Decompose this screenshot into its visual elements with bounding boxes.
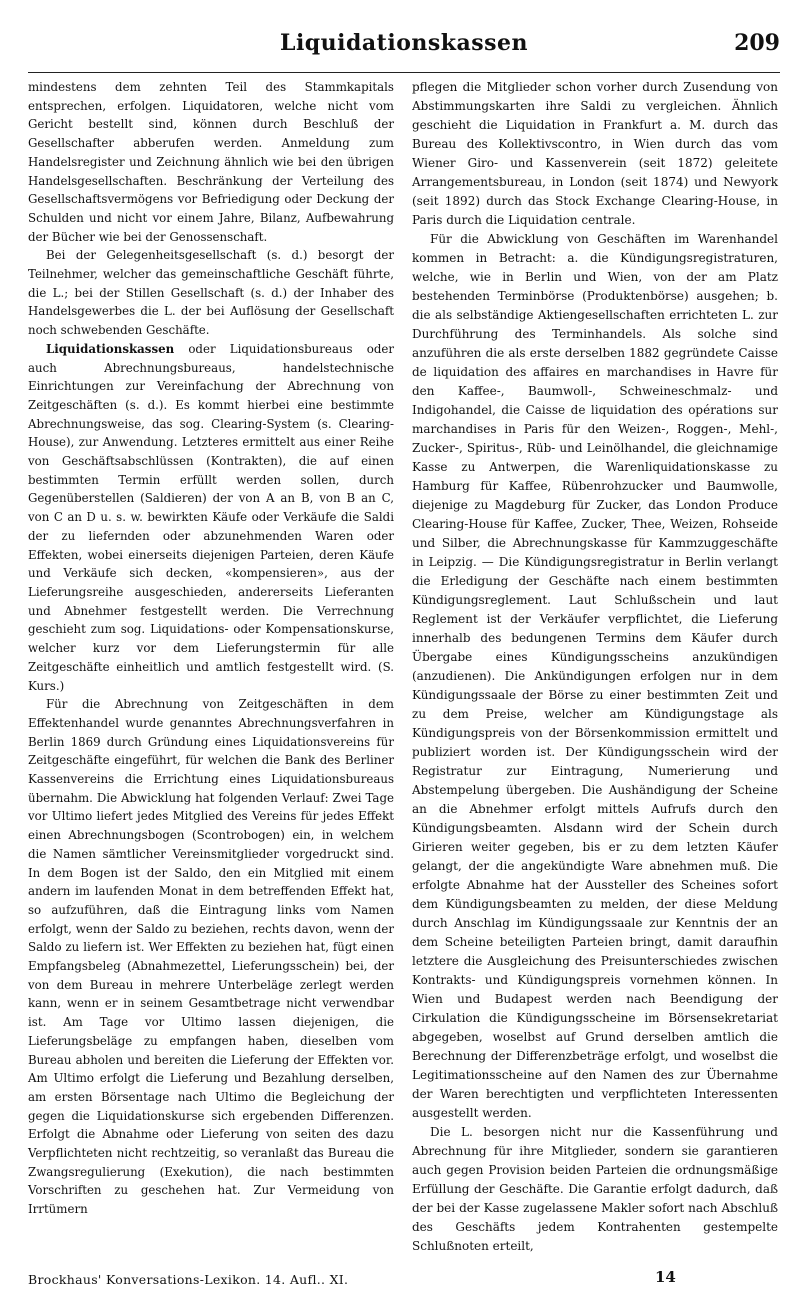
entry-text: oder Liquidationsbureaus oder auch Abrechnungsbureaus, handelstechnische Einrichtungen zur Vereinfachung der Abrechnung von Zeitgeschäften (s. d.). Es kommt hierbei eine bestimmte Abrechnungsweise, das sog. Clearing-System (s. Clearing-House), zur Anwendung. Letzteres ermittelt aus einer Reihe von Geschäftsabschlüssen (Kontrakten), die auf einen bestimmten Termin erfüllt werden sollen, durch Gegenüberstellen (Saldieren) der von A an B, von B an C, von C an D u. s. w. bewirkten Käufe oder Verkäufe die Saldi der zu liefernden oder abzunehmenden Waren oder Effekten, wobei einerseits diejenigen Parteien, deren Käufe und Verkäufe sich decken, «kompensieren», aus der Lieferungsreihe ausgeschieden, andererseits Lieferanten und Abnehmer festgestellt werden. Die Verrechnung geschieht zum sog. Liquidations- oder Kompensationskurse, welcher kurz vor dem Lieferungstermin für alle Zeitgeschäfte einheitlich und amtlich festgestellt wird. (S. Kurs.) — [28, 341, 394, 693]
page-title: Liquidationskassen — [279, 30, 529, 56]
footer-imprint: Brockhaus' Konversations-Lexikon. 14. Aufl.. XI. — [28, 1272, 349, 1287]
paragraph: Die L. besorgen nicht nur die Kassenführung und Abrechnung für ihre Mitglieder, sondern sie garantieren auch gegen Provision beiden Parteien die ordnungsmäßige Erfüllung der Geschäfte. Die Garantie erfolgt dadurch, daß der bei der Kasse zugelassene Makler sofort nach Abschluß des Geschäfts jedem Kontrahenten gestempelte Schlußnoten erteilt, — [412, 1125, 778, 1253]
paragraph: Für die Abrechnung von Zeitgeschäften in dem Effektenhandel wurde genanntes Abrechnungsverfahren in Berlin 1869 durch Gründung eines Liquidationsvereins für Zeitgeschäfte eingeführt, für welchen die Bank des Berliner Kassenvereins die Errichtung eines Liquidationsbureaus übernahm. Die Abwicklung hat folgenden Verlauf: Zwei Tage vor Ultimo liefert jedes Mitglied des Vereins für jedes Effekt einen Abrechnungsbogen (Scontrobogen) ein, in welchem die Namen sämtlicher Vereinsmitglieder vorgedruckt sind. In dem Bogen ist der Saldo, den ein Mitglied mit einem andern im laufenden Monat in dem betreffenden Effekt hat, so aufzuführen, daß die Eintragung links vom Namen erfolgt, wenn der Saldo zu beziehen, rechts davon, wenn der Saldo zu liefern ist. Wer Effekten zu beziehen hat, fügt einen Empfangsbeleg (Abnahmezettel, Lieferungsschein) bei, der von dem Bureau in mehrere Unterbeläge zerlegt werden kann, wenn er in seinem Gesamtbetrage nicht verwendbar ist. Am Tage vor Ultimo lassen diejenigen, die Lieferungsbeläge zu empfangen haben, dieselben vom Bureau abholen und bereiten die Lieferung der Effekten vor. Am Ultimo erfolgt die Lieferung und Bezahlung derselben, am ersten Börsentage nach Ultimo die Begleichung der gegen die Liquidationskurse sich ergebenden Differenzen. Erfolgt die Abnahme oder Lieferung von seiten des dazu Verpflichteten nicht rechtzeitig, so veranlaßt das Bureau die Zwangsregulierung (Exekution), die nach bestimmten Vorschriften zu geschehen hat. Zur Vermeidung von Irrtümern — [28, 697, 394, 1217]
paragraph: mindestens dem zehnten Teil des Stammkapitals entsprechen, erfolgen. Liquidatoren, welche nicht vom Gericht bestellt sind, können durch Beschluß der Gesellschafter abberufen werden. Anmeldung zum Handelsregister und Zeichnung ähnlich wie bei den übrigen Handelsgesellschaften. Beschränkung der Verteilung des Gesellschaftsvermögens vor Befriedigung oder Deckung der Schulden und nicht vor einem Jahre, Bilanz, Aufbewahrung der Bücher wie bei der Genossenschaft. — [28, 80, 394, 244]
entry-headword: Liquidationskassen — [46, 341, 175, 356]
entry-paragraph — [28, 340, 394, 695]
header-rule — [28, 72, 780, 73]
right-column — [412, 78, 778, 1256]
left-column — [28, 78, 394, 1219]
page-header — [28, 22, 780, 62]
page-number: 209 — [734, 30, 780, 56]
paragraph: Bei der Gelegenheitsgesellschaft (s. d.) besorgt der Teilnehmer, welcher das gemeinschaftliche Geschäft führte, die L.; bei der Stillen Gesellschaft (s. d.) der Inhaber des Handelsgewerbes die L. der bei Auflösung der Gesellschaft noch schwebenden Geschäfte. — [28, 248, 394, 338]
footer-signature: 14 — [655, 1268, 676, 1286]
paragraph: Für die Abwicklung von Geschäften im Warenhandel kommen in Betracht: a. die Kündigungsregistraturen, welche, wie in Berlin und Wien, von der am Platz bestehenden Terminbörse (Produktenbörse) ausgehen; b. die als selbständige Aktiengesellschaften errichteten L. zur Durchführung des Terminhandels. Als solche sind anzuführen die als erste derselben 1882 gegründete Caisse de liquidation des affaires en marchandises in Havre für den Kaffee-, Baumwoll-, Schweineschmalz- und Indigohandel, die Caisse de liquidation des opérations sur marchandises in Paris für den Weizen-, Roggen-, Mehl-, Zucker-, Spiritus-, Rüb- und Leinölhandel, die gleichnamige Kasse zu Antwerpen, die Warenliquidationskasse zu Hamburg für Kaffee, Rübenrohzucker und Baumwolle, diejenige zu Magdeburg für Zucker, das London Produce Clearing-House für Kaffee, Zucker, Thee, Weizen, Rohseide und Silber, die Abrechnungskasse für Kammzuggeschäfte in Leipzig. — Die Kündigungsregistratur in Berlin verlangt die Erledigung der Geschäfte nach einem bestimmten Kündigungsreglement. Laut Schlußschein und laut Reglement ist der Verkäufer verpflichtet, die Lieferung innerhalb des bedungenen Termins dem Käufer durch Übergabe eines Kündigungsscheins anzukündigen (anzudienen). Die Ankündigungen erfolgen nur in dem Kündigungssaale der Börse zu einer bestimmten Zeit und zu dem Preise, welcher am Kündigungstage als Kündigungspreis von der Börsenkommission ermittelt und publiziert worden ist. Der Kündigungsschein wird der Registratur zur Eintragung, Numerierung und Abstempelung übergeben. Die Aushändigung der Scheine an die Abnehmer erfolgt mittels Aufrufs durch den Kündigungsbeamten. Alsdann wird der Schein durch Girieren weiter gegeben, bis er zu dem letzten Käufer gelangt, der die angekündigte Ware abnehmen muß. Die erfolgte Abnahme hat der Aussteller des Scheines sofort dem Kündigungsbeamten zu melden, der diese Meldung durch Anschlag im Kündigungssaale zur Kenntnis der an dem Scheine beteiligten Parteien bringt, damit daraufhin letztere die Ausgleichung des Preisunterschiedes zwischen Kontrakts- und Kündigungspreis vornehmen können. In Wien und Budapest werden nach Beendigung der Cirkulation die Kündigungsscheine im Börsensekretariat abgegeben, woselbst auf Grund derselben amtlich die Berechnung der Differenzbeträge erfolgt, und woselbst die Legitimationsscheine auf den Namen des zur Übernahme der Waren berechtigten und verpflichteten Interessenten ausgestellt werden. — [412, 232, 778, 1120]
paragraph: pflegen die Mitglieder schon vorher durch Zusendung von Abstimmungskarten ihre Saldi zu vergleichen. Ähnlich geschieht die Liquidation in Frankfurt a. M. durch das Bureau des Kollektivscontro, in Wien durch das vom Wiener Giro- und Kassenverein (seit 1872) geleitete Arrangementsbureau, in London (seit 1874) und Newyork (seit 1892) durch das Stock Exchange Clearing-House, in Paris durch die Liquidation centrale. — [412, 80, 778, 227]
